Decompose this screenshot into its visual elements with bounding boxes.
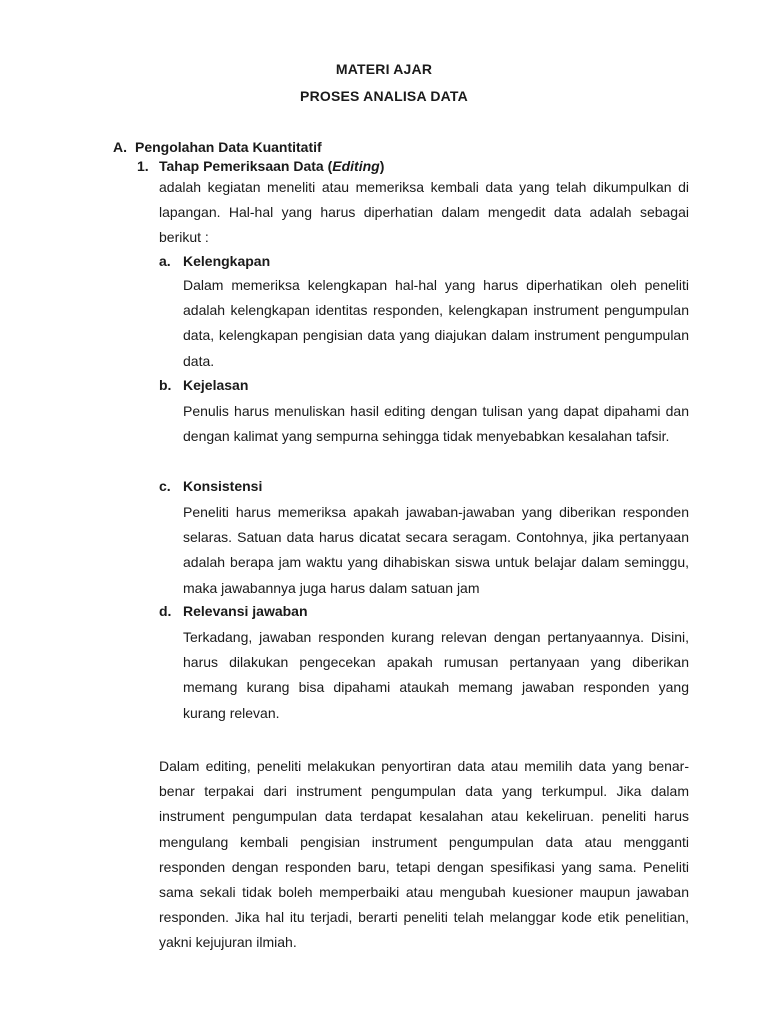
step-1-intro-paragraph: adalah kegiatan meneliti atau memeriksa kembali data yang telah dikumpulkan di lapangan. Hal-hal yang harus diperhatian dalam mengedit data adalah sebagai berikut : bbox=[159, 179, 689, 246]
step-1-marker: 1. bbox=[137, 158, 149, 174]
item-a-marker: a. bbox=[159, 253, 171, 269]
item-d-paragraph: Terkadang, jawaban responden kurang relevan dengan pertanyaannya. Disini, harus dilakukan pengecekan apakah rumusan pertanyaan yang diberikan memang kurang bisa dipahami ataukah memang jawaban responden yang kurang relevan. bbox=[183, 629, 689, 721]
item-d-title: Relevansi jawaban bbox=[183, 603, 308, 619]
closing-paragraph: Dalam editing, peneliti melakukan penyortiran data atau memilih data yang benar-benar terpakai dari instrument pengumpulan data yang terkumpul. Jika dalam instrument pengumpulan data terdapat kesalahan atau kekeliruan. peneliti harus mengulang kembali pengisian instrument pengumpulan data atau mengganti responden dengan responden baru, tetapi dengan spesifikasi yang sama. Peneliti sama sekali tidak boleh memperbaiki atau mengubah kuesioner maupun jawaban responden. Jika hal itu terjadi, berarti peneliti telah melanggar kode etik penelitian, yakni kejujuran ilmiah. bbox=[159, 758, 689, 951]
item-b-title: Kejelasan bbox=[183, 377, 249, 393]
item-c-heading bbox=[159, 478, 262, 494]
section-a-heading bbox=[113, 139, 322, 155]
item-d-marker: d. bbox=[159, 603, 172, 619]
section-a-title: Pengolahan Data Kuantitatif bbox=[135, 139, 322, 155]
item-d-heading bbox=[159, 603, 308, 619]
item-c-marker: c. bbox=[159, 478, 171, 494]
step-1-title-suffix: ) bbox=[379, 158, 385, 174]
step-1-heading bbox=[137, 158, 384, 174]
document-subtitle: PROSES ANALISA DATA bbox=[300, 88, 468, 104]
section-a-marker: A. bbox=[113, 139, 127, 155]
item-b-marker: b. bbox=[159, 377, 172, 393]
step-1-title-term: Editing bbox=[332, 158, 380, 174]
item-c-title: Konsistensi bbox=[183, 478, 263, 494]
document-title: MATERI AJAR bbox=[335, 61, 433, 77]
step-1-title-prefix: Tahap Pemeriksaan Data ( bbox=[159, 158, 333, 174]
item-b-paragraph: Penulis harus menuliskan hasil editing dengan tulisan yang dapat dipahami dan dengan kalimat yang sempurna sehingga tidak menyebabkan kesalahan tafsir. bbox=[183, 403, 689, 445]
item-a-title: Kelengkapan bbox=[183, 253, 271, 269]
item-a-paragraph: Dalam memeriksa kelengkapan hal-hal yang harus diperhatikan oleh peneliti adalah kelengkapan identitas responden, kelengkapan instrument pengumpulan data, kelengkapan pengisian data yang diajukan dalam instrument pengumpulan data. bbox=[183, 277, 689, 369]
item-b-heading bbox=[159, 377, 248, 393]
item-c-paragraph: Peneliti harus memeriksa apakah jawaban-jawaban yang diberikan responden selaras. Satuan data harus dicatat secara seragam. Contohnya, jika pertanyaan adalah berapa jam waktu yang dihabiskan siswa untuk belajar dalam seminggu, maka jawabannya juga harus dalam satuan jam bbox=[183, 504, 689, 596]
item-a-heading bbox=[159, 253, 270, 269]
